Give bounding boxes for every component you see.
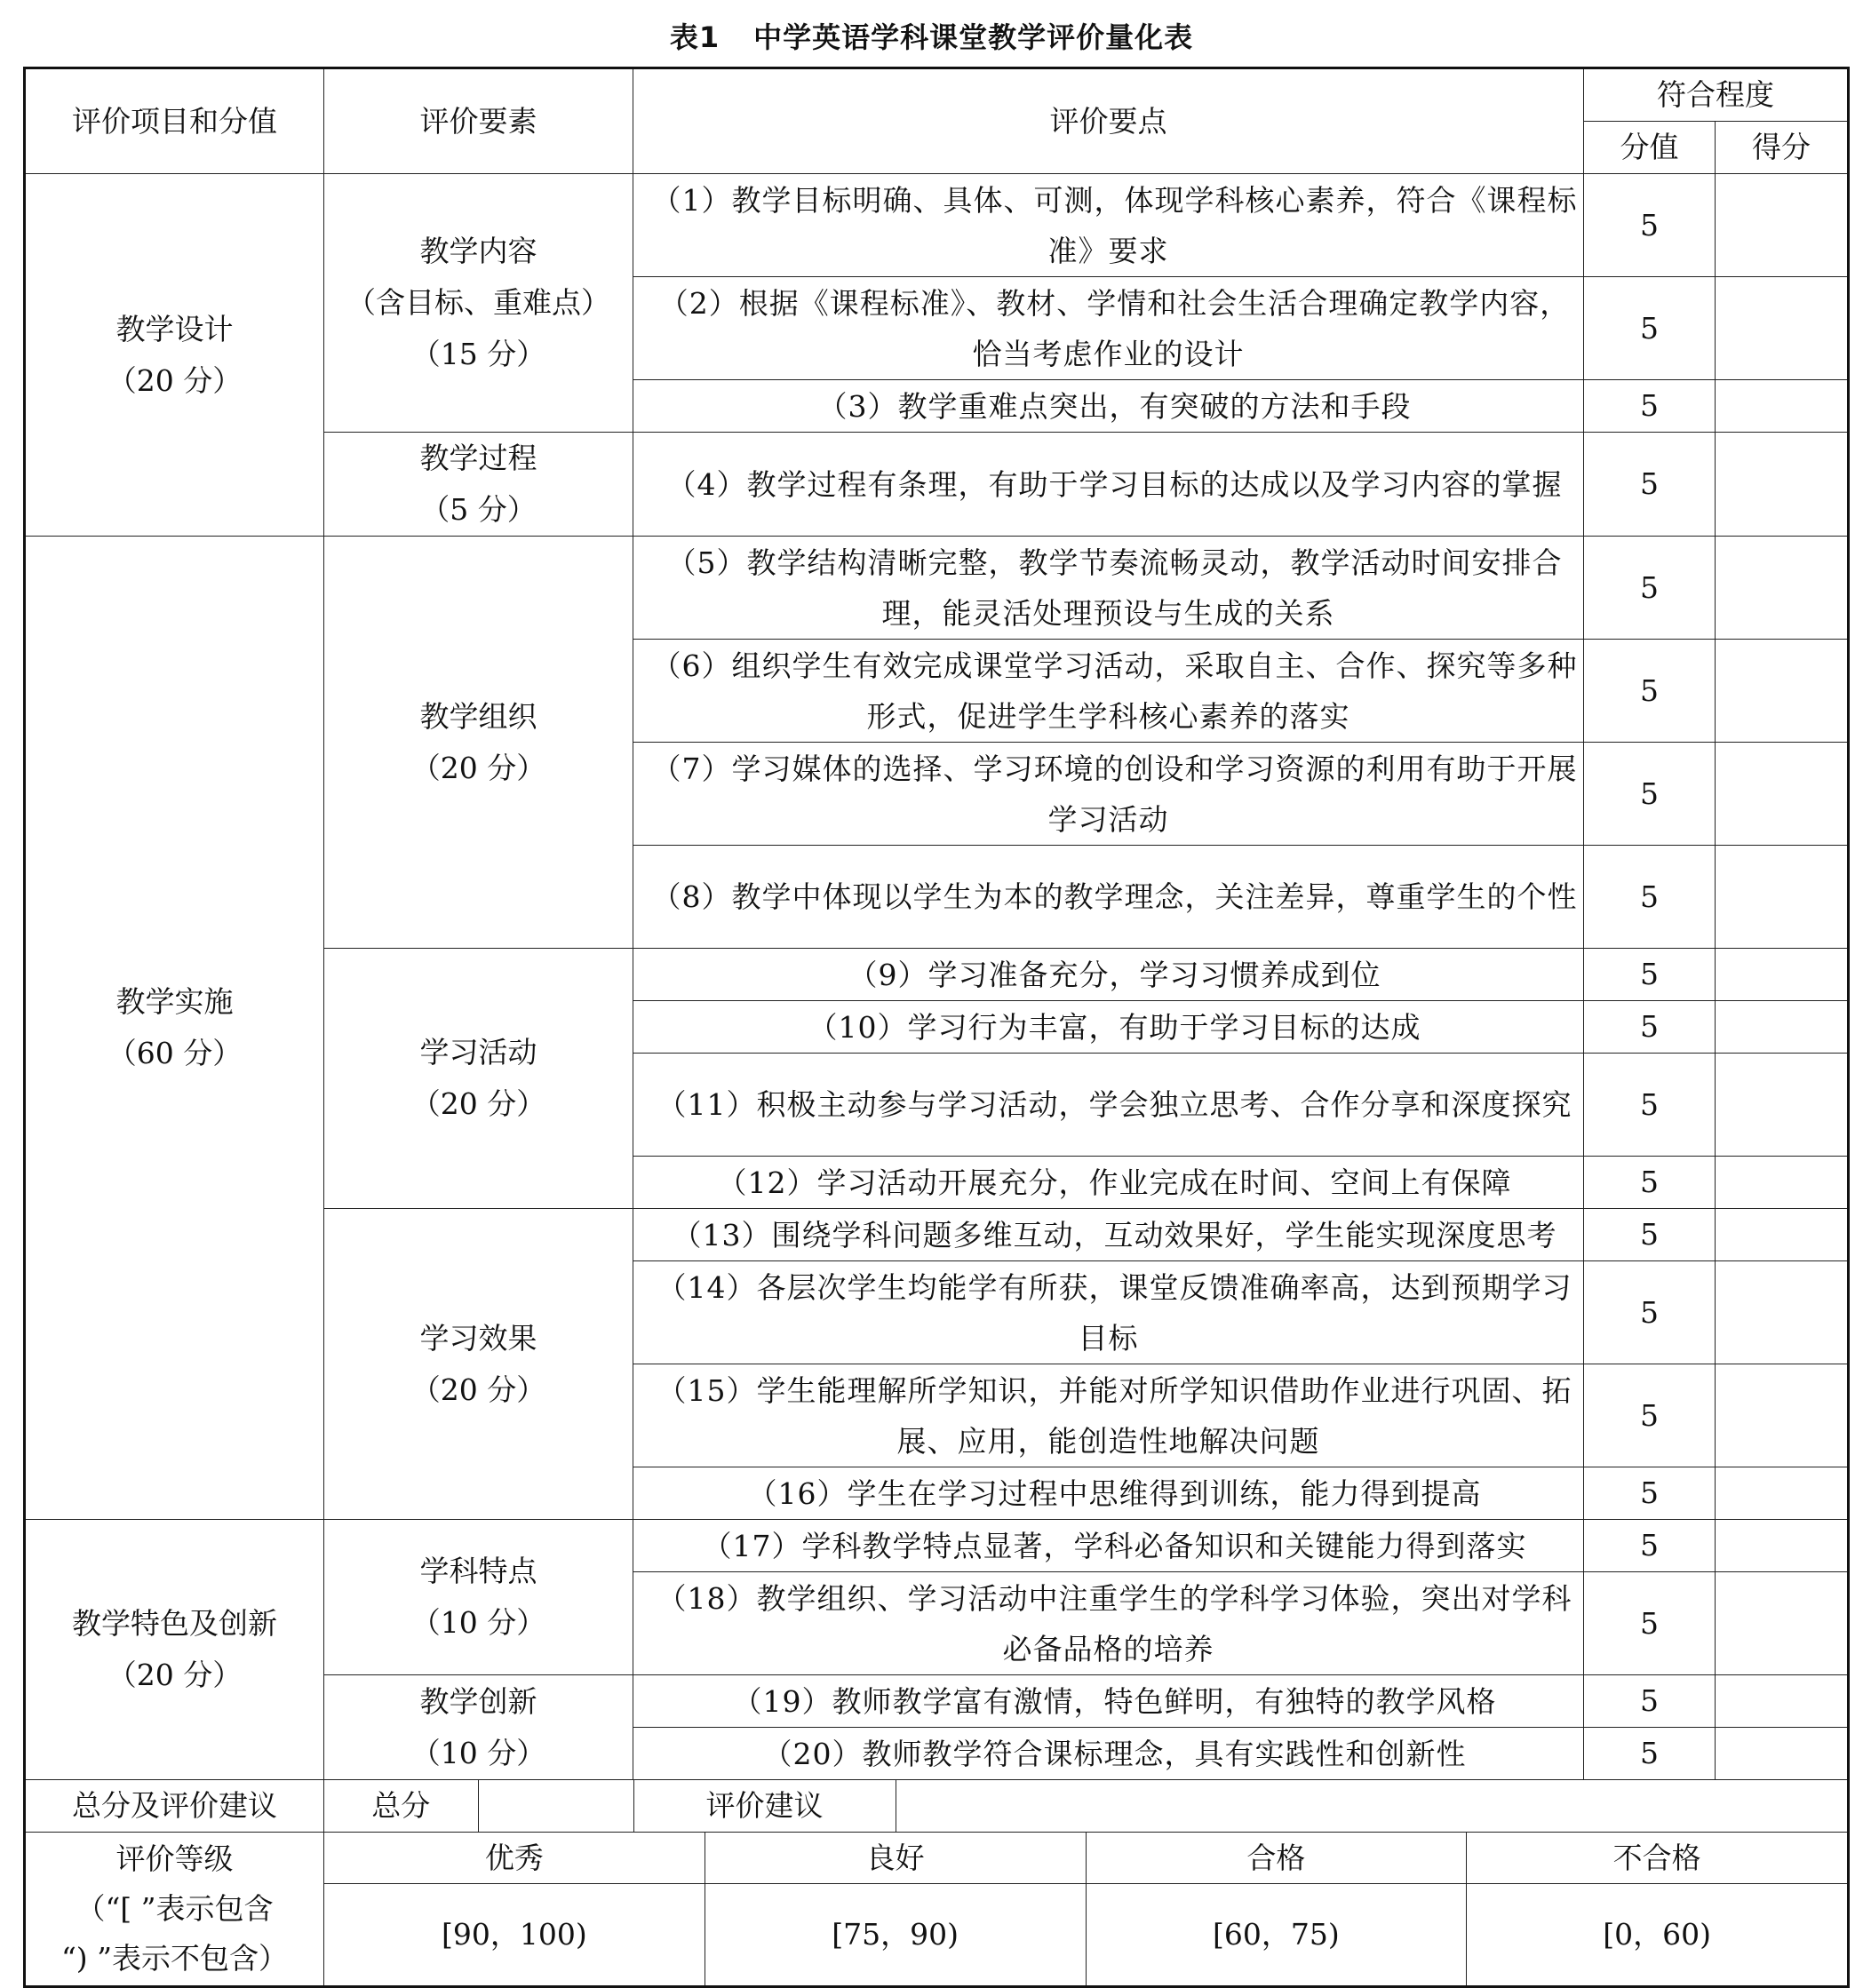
header-element: 评价要素: [324, 68, 633, 174]
header-score: 得分: [1716, 122, 1849, 174]
score-cell-1[interactable]: [1716, 174, 1849, 277]
value-15: 5: [1584, 1364, 1716, 1467]
value-1: 5: [1584, 174, 1716, 277]
element-activity: [324, 949, 633, 1209]
value-13: 5: [1584, 1209, 1716, 1261]
element-effect-points: （20 分）: [410, 1372, 546, 1407]
point-1: （1）教学目标明确、具体、可测，体现学科核心素养，符合《课程标准》要求: [633, 174, 1584, 277]
score-cell-20[interactable]: [1716, 1728, 1849, 1780]
evaluation-table: [23, 67, 1850, 1988]
value-2: 5: [1584, 277, 1716, 380]
grade-pass: [1086, 1833, 1467, 1985]
score-cell-15[interactable]: [1716, 1364, 1849, 1467]
score-cell-10[interactable]: [1716, 1001, 1849, 1054]
score-cell-6[interactable]: [1716, 640, 1849, 743]
table-caption: [0, 12, 1863, 59]
group-implementation-name: 教学实施: [115, 984, 234, 1019]
element-feature-name: 学科特点: [419, 1554, 537, 1588]
value-7: 5: [1584, 743, 1716, 846]
grade-fail-range: [0，60): [1603, 1917, 1711, 1952]
score-cell-3[interactable]: [1716, 380, 1849, 433]
element-process-name: 教学过程: [419, 441, 537, 475]
element-creation-name: 教学创新: [419, 1683, 537, 1719]
value-12: 5: [1584, 1157, 1716, 1209]
point-17: （17）学科教学特点显著，学科必备知识和关键能力得到落实: [633, 1520, 1584, 1572]
grade-excellent-name: 优秀: [324, 1833, 705, 1884]
total-input[interactable]: [478, 1780, 633, 1832]
point-13: （13）围绕学科问题多维互动，互动效果好，学生能实现深度思考: [633, 1209, 1584, 1261]
score-cell-16[interactable]: [1716, 1467, 1849, 1520]
header-point: 评价要点: [633, 68, 1584, 174]
score-cell-17[interactable]: [1716, 1520, 1849, 1572]
group-innovation-name: 教学特色及创新: [72, 1606, 277, 1641]
group-implementation: [25, 537, 324, 1520]
group-design: [25, 174, 324, 537]
point-18: （18）教学组织、学习活动中注重学生的学科学习体验，突出对学科必备品格的培养: [633, 1572, 1584, 1675]
grade-pass-range: [60，75): [1213, 1917, 1340, 1952]
element-creation-points: （10 分）: [410, 1735, 546, 1770]
point-16: （16）学生在学习过程中思维得到训练，能力得到提高: [633, 1467, 1584, 1520]
element-activity-points: （20 分）: [410, 1086, 546, 1121]
grade-good-range: [75，90): [832, 1917, 959, 1952]
point-5: （5）教学结构清晰完整，教学节奏流畅灵动，教学活动时间安排合理，能灵活处理预设与生成的关系: [633, 537, 1584, 640]
value-11: 5: [1584, 1054, 1716, 1157]
value-4: 5: [1584, 433, 1716, 537]
value-3: 5: [1584, 380, 1716, 433]
score-cell-18[interactable]: [1716, 1572, 1849, 1675]
value-14: 5: [1584, 1261, 1716, 1364]
score-cell-4[interactable]: [1716, 433, 1849, 537]
point-6: （6）组织学生有效完成课堂学习活动，采取自主、合作、探究等多种形式，促进学生学科核心素养的落实: [633, 640, 1584, 743]
advice-label: 评价建议: [633, 1780, 896, 1832]
score-cell-5[interactable]: [1716, 537, 1849, 640]
element-content-name: 教学内容: [419, 234, 537, 268]
header-value: 分值: [1584, 122, 1716, 174]
point-8: （8）教学中体现以学生为本的教学理念，关注差异，尊重学生的个性: [633, 846, 1584, 949]
value-19: 5: [1584, 1675, 1716, 1728]
total-label: 总分: [371, 1788, 431, 1823]
score-cell-8[interactable]: [1716, 846, 1849, 949]
point-4: （4）教学过程有条理，有助于学习目标的达成以及学习内容的掌握: [633, 433, 1584, 537]
score-cell-13[interactable]: [1716, 1209, 1849, 1261]
point-20: （20）教师教学符合课标理念，具有实践性和创新性: [633, 1728, 1584, 1780]
grade-excellent-range: [90，100): [442, 1917, 587, 1952]
point-9: （9）学习准备充分，学习习惯养成到位: [633, 949, 1584, 1001]
grade-excellent: [324, 1833, 705, 1985]
score-cell-7[interactable]: [1716, 743, 1849, 846]
point-3: （3）教学重难点突出，有突破的方法和手段: [633, 380, 1584, 433]
header-item: 评价项目和分值: [25, 68, 324, 174]
summary-inner: [324, 1780, 1849, 1832]
element-organization-name: 教学组织: [419, 698, 537, 734]
value-9: 5: [1584, 949, 1716, 1001]
element-content-points: （15 分）: [410, 337, 546, 371]
score-cell-14[interactable]: [1716, 1261, 1849, 1364]
grading-label-3: “) ”表示不包含）: [60, 1941, 289, 1976]
value-5: 5: [1584, 537, 1716, 640]
group-implementation-points: （60 分）: [107, 1036, 243, 1070]
score-cell-2[interactable]: [1716, 277, 1849, 380]
grade-fail-name: 不合格: [1467, 1833, 1847, 1884]
group-innovation: [25, 1520, 324, 1780]
element-organization: [324, 537, 633, 949]
element-content-sub: （含目标、重难点）: [346, 285, 610, 320]
element-process-points: （5 分）: [420, 492, 537, 527]
element-activity-name: 学习活动: [419, 1035, 537, 1070]
element-feature: [324, 1520, 633, 1675]
element-content: [324, 174, 633, 433]
score-cell-19[interactable]: [1716, 1675, 1849, 1728]
group-design-points: （20 分）: [107, 362, 243, 398]
value-6: 5: [1584, 640, 1716, 743]
point-7: （7）学习媒体的选择、学习环境的创设和学习资源的利用有助于开展学习活动: [633, 743, 1584, 846]
advice-input[interactable]: [896, 1780, 1849, 1832]
element-effect: [324, 1209, 633, 1520]
value-10: 5: [1584, 1001, 1716, 1054]
point-11: （11）积极主动参与学习活动，学会独立思考、合作分享和深度探究: [633, 1054, 1584, 1157]
summary-cells: [324, 1780, 1849, 1833]
element-creation: [324, 1675, 633, 1780]
grading-label: [25, 1833, 324, 1987]
value-18: 5: [1584, 1572, 1716, 1675]
score-cell-9[interactable]: [1716, 949, 1849, 1001]
grade-good: [705, 1833, 1086, 1985]
score-cell-11[interactable]: [1716, 1054, 1849, 1157]
table-number: 表1: [669, 20, 721, 54]
summary-label: 总分及评价建议: [25, 1780, 324, 1833]
point-12: （12）学习活动开展充分，作业完成在时间、空间上有保障: [633, 1157, 1584, 1209]
point-19: （19）教师教学富有激情，特色鲜明，有独特的教学风格: [633, 1675, 1584, 1728]
score-cell-12[interactable]: [1716, 1157, 1849, 1209]
grade-fail: [1466, 1833, 1847, 1985]
point-2: （2）根据《课程标准》、教材、学情和社会生活合理确定教学内容，恰当考虑作业的设计: [633, 277, 1584, 380]
header-conformity: 符合程度: [1584, 68, 1849, 122]
value-8: 5: [1584, 846, 1716, 949]
element-effect-name: 学习效果: [419, 1320, 537, 1356]
point-15: （15）学生能理解所学知识，并能对所学知识借助作业进行巩固、拓展、应用，能创造性地解决问题: [633, 1364, 1584, 1467]
group-design-name: 教学设计: [115, 311, 234, 346]
grading-label-2: （“[ ”表示包含: [76, 1891, 274, 1926]
element-feature-points: （10 分）: [410, 1605, 546, 1640]
value-17: 5: [1584, 1520, 1716, 1572]
grading-levels: [324, 1833, 1849, 1987]
point-10: （10）学习行为丰富，有助于学习目标的达成: [633, 1001, 1584, 1054]
group-innovation-points: （20 分）: [107, 1658, 243, 1692]
grade-pass-name: 合格: [1087, 1833, 1467, 1884]
element-organization-points: （20 分）: [410, 750, 546, 785]
grade-good-name: 良好: [705, 1833, 1086, 1884]
element-process: [324, 433, 633, 537]
point-14: （14）各层次学生均能学有所获，课堂反馈准确率高，达到预期学习目标: [633, 1261, 1584, 1364]
grading-label-1: 评价等级: [115, 1841, 234, 1876]
value-16: 5: [1584, 1467, 1716, 1520]
table-title: 中学英语学科课堂教学评价量化表: [753, 20, 1194, 54]
value-20: 5: [1584, 1728, 1716, 1780]
